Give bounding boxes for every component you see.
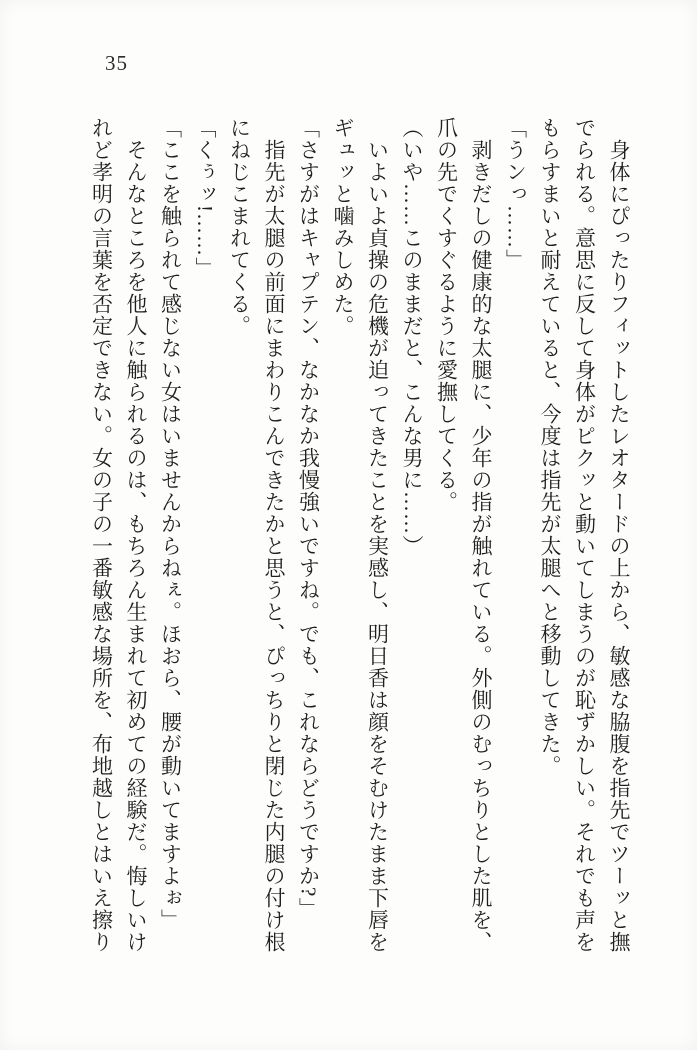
text-line: 剥きだしの健康的な太腿に、少年の指が触れている。外側のむっちりとした肌を、 (469, 139, 493, 953)
text-line: にねじこまれてくる。 (227, 117, 252, 337)
text-line: ギュッと噛みしめた。 (331, 117, 355, 337)
text-line: 「ここを触られて感じない女はいませんからねぇ。ほおら、腰が動いてますよぉ」 (158, 117, 183, 931)
vertical-text-block (84, 117, 636, 959)
text-line: 「くぅッ!……」 (193, 117, 217, 279)
page-number: 35 (105, 51, 128, 75)
text-line: いよいよ貞操の危機が迫ってきたことを実感し、明日香は顔をそむけたまま下唇を (365, 139, 390, 953)
text-line: でられる。意思に反して身体がピクッと動いてしまうのが恥ずかしい。それでも声を (572, 117, 597, 953)
text-line: 「うンっ……」 (503, 117, 528, 271)
text-line: もらすまいと耐えていると、今度は指先が太腿へと移動してきた。 (538, 117, 562, 777)
text-line: （いや……このままだと、こんな男に……） (400, 117, 424, 557)
text-line: 「さすがはキャプテン、なかなか我慢強いですね。でも、これならどうですか?」 (296, 117, 321, 920)
text-line: そんなところを他人に触られるのは、もちろん生まれて初めての経験だ。悔しいけ (124, 139, 148, 953)
text-line: 身体にぴったりフィットしたレオタードの上から、敏感な脇腹を指先でツーッと撫 (607, 139, 631, 953)
text-line: 指先が太腿の前面にまわりこんできたかと思うと、ぴっちりと閉じた内腿の付け根 (262, 139, 286, 953)
text-line: 爪の先でくすぐるように愛撫してくる。 (434, 117, 459, 513)
text-line: れど孝明の言葉を否定できない。女の子の一番敏感な場所を、布地越しとはいえ擦り (89, 117, 114, 953)
